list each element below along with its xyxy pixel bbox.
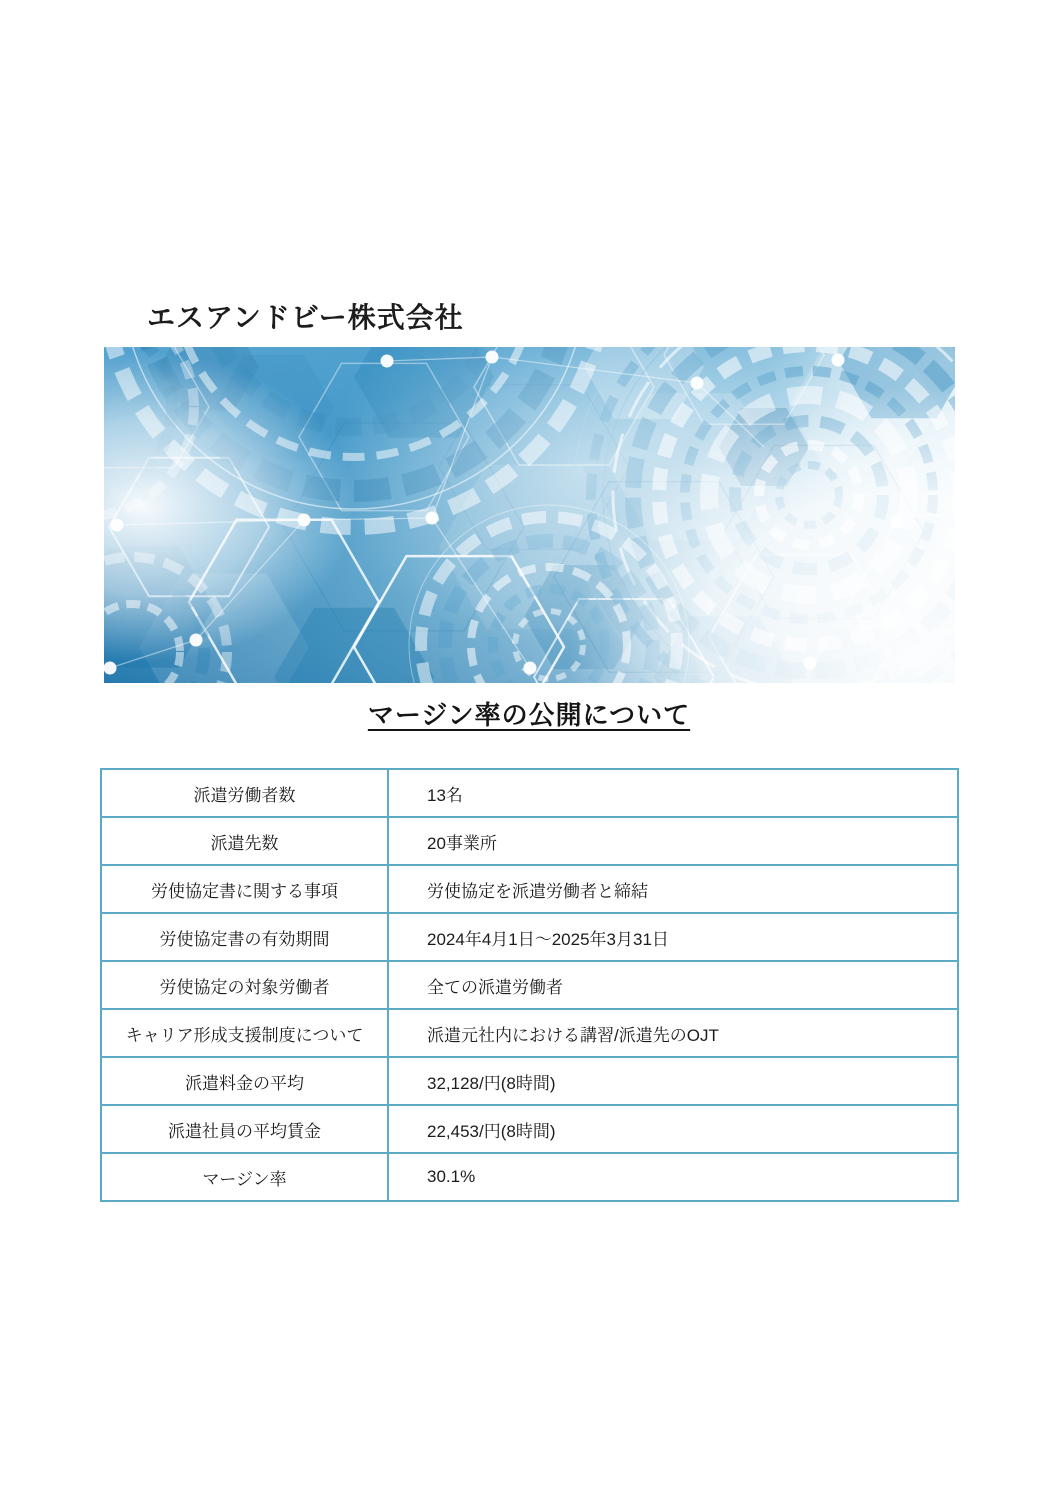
table-row [101,1057,958,1105]
row-value: 22,453/円(8時間) [388,1105,958,1153]
table-row [101,769,958,817]
table-row [101,1009,958,1057]
table-row [101,961,958,1009]
row-value: 32,128/円(8時間) [388,1057,958,1105]
row-label: 派遣料金の平均 [101,1057,388,1105]
row-value: 20事業所 [388,817,958,865]
row-label: 派遣先数 [101,817,388,865]
row-value: 13名 [388,769,958,817]
table-row [101,1105,958,1153]
row-label: 労使協定の対象労働者 [101,961,388,1009]
row-value: 2024年4月1日～2025年3月31日 [388,913,958,961]
margin-rate-table [100,768,959,1202]
row-value: 労使協定を派遣労働者と締結 [388,865,958,913]
banner-image [104,347,955,683]
row-value: 派遣元社内における講習/派遣先のOJT [388,1009,958,1057]
row-value: 30.1% [388,1153,958,1201]
table-row [101,865,958,913]
page-title: マージン率の公開について [367,700,691,730]
table-row [101,1153,958,1201]
row-label: マージン率 [101,1153,388,1201]
row-label: キャリア形成支援制度について [101,1009,388,1057]
row-value: 全ての派遣労働者 [388,961,958,1009]
table-row [101,913,958,961]
company-name: エスアンドビー株式会社 [147,302,464,333]
row-label: 労使協定書の有効期間 [101,913,388,961]
row-label: 派遣社員の平均賃金 [101,1105,388,1153]
banner-graphic [104,347,955,683]
row-label: 派遣労働者数 [101,769,388,817]
table-row [101,817,958,865]
row-label: 労使協定書に関する事項 [101,865,388,913]
